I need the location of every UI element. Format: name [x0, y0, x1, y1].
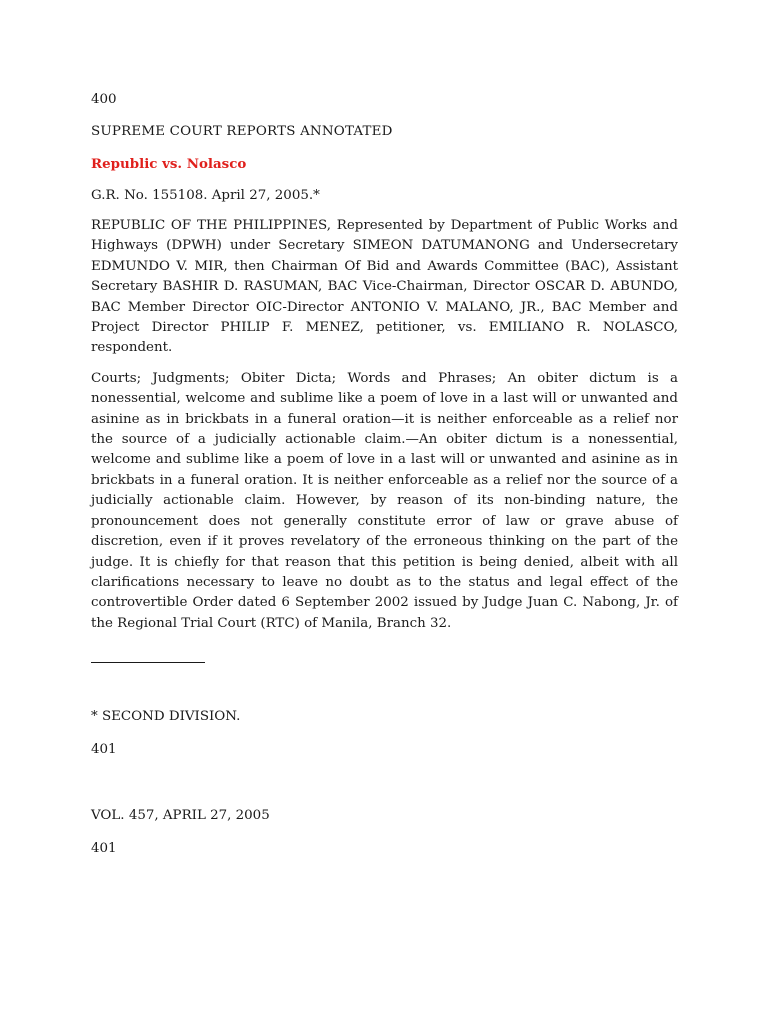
- page-number-401-second: 401: [91, 841, 117, 857]
- document-page: [91, 90, 678, 859]
- footnote-divider: [91, 662, 205, 663]
- volume-header: VOL. 457, APRIL 27, 2005: [91, 808, 270, 824]
- gr-number-line: G.R. No. 155108. April 27, 2005.*: [91, 188, 320, 203]
- report-title: SUPREME COURT REPORTS ANNOTATED: [91, 124, 393, 139]
- footnote: * SECOND DIVISION.: [91, 709, 241, 725]
- case-title: Republic vs. Nolasco: [91, 156, 247, 172]
- syllabus-paragraph: Courts; Judgments; Obiter Dicta; Words and Phrases; An obiter dictum is a nonessential, welcome and sublime like a poem of love in a last will or unwanted and asinine as in brickbats in a funeral oration—it is neither enforceable as a relief nor the source of a judicially actionable claim.—An obiter dictum is a nonessential, welcome and sublime like a poem of love in a last will or unwanted and asinine as in brickbats in a funeral oration. It is neither enforceable as a relief nor the source of a judicially actionable claim. However, by reason of its non-binding nature, the pronouncement does not generally constitute error of law or grave abuse of discretion, even if it proves revelatory of the erroneous thinking on the part of the judge. It is chiefly for that reason that this petition is being denied, albeit with all clarifications necessary to leave no doubt as to the status and legal effect of the controvertible Order dated 6 September 2002 issued by Judge Juan C. Nabong, Jr. of the Regional Trial Court (RTC) of Manila, Branch 32.: [91, 370, 678, 631]
- page-number-top: 400: [91, 92, 117, 107]
- page-number-401-first: 401: [91, 742, 117, 758]
- parties-paragraph: REPUBLIC OF THE PHILIPPINES, Represented by Department of Public Works and Highways (DPWH) under Secretary SIMEON DATUMANONG and Undersecretary EDMUNDO V. MIR, then Chairman Of Bid and Awards Committee (BAC), Assistant Secretary BASHIR D. RASUMAN, BAC Vice-Chairman, Director OSCAR D. ABUNDO, BAC Member Director OIC-Director ANTONIO V. MALANO, JR., BAC Member and Project Director PHILIP F. MENEZ, petitioner, vs. EMILIANO R. NOLASCO, respondent.: [91, 218, 678, 356]
